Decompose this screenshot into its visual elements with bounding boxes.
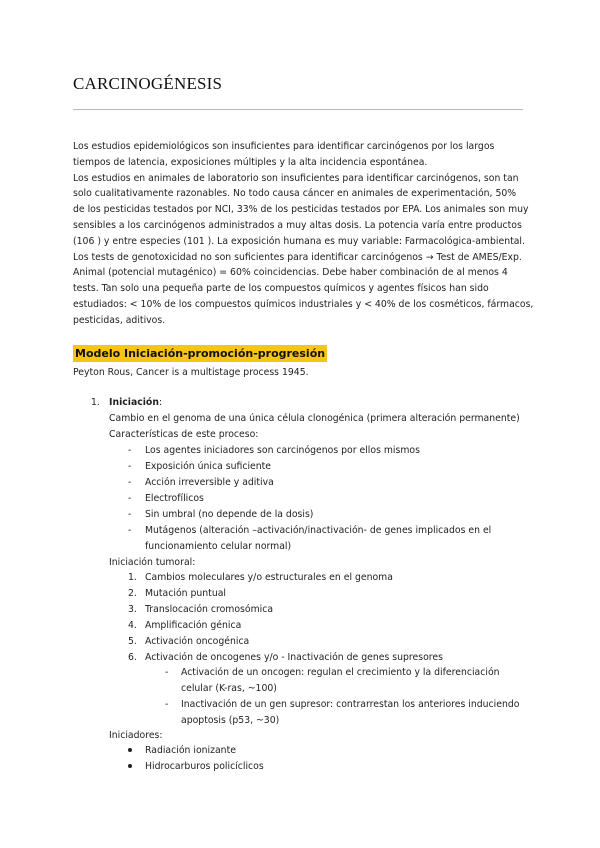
tumoral-item: Activación oncogénica <box>145 636 250 647</box>
dash-marker: - <box>165 667 169 678</box>
characteristic-item: Sin umbral (no depende de la dosis) <box>145 509 314 520</box>
characteristics-title: Características de este proceso: <box>109 429 259 440</box>
intro-line: Los estudios epidemiológicos son insuficientes para identificar carcinógenos por los largos <box>73 141 495 152</box>
list-number: 3. <box>128 604 137 615</box>
sub-item: Inactivación de un gen supresor: contrarrestan los anteriores induciendo <box>181 699 520 710</box>
intro-line: estudiados: < 10% de los compuestos químicos industriales y < 40% de los cosméticos, fármacos, <box>73 298 534 310</box>
intro-line: tiempos de latencia, exposiciones múltiples y la alta incidencia espontánea. <box>73 156 428 168</box>
stage-definition: Cambio en el genoma de una única célula clonogénica (primera alteración permanente) <box>109 413 520 424</box>
dash-marker: - <box>128 477 132 488</box>
dash-marker: - <box>128 509 132 520</box>
intro-paragraph <box>73 139 543 329</box>
tumoral-title: Iniciación tumoral: <box>109 557 196 568</box>
sub-item-continuation: celular (K-ras, ~100) <box>181 683 277 694</box>
intro-line: tests. Tan solo una pequeña parte de los compuestos químicos y agentes físicos han sido <box>73 283 489 295</box>
list-number: 1. <box>91 397 100 408</box>
list-number: 4. <box>128 620 137 631</box>
intro-line: Animal (potencial mutagénico) = 60% coincidencias. Debe haber combinación de al menos 4 <box>73 267 508 279</box>
title-divider <box>73 109 523 110</box>
stage-title <box>109 396 162 409</box>
sub-item: Activación de un oncogen: regulan el crecimiento y la diferenciación <box>181 667 500 678</box>
dash-marker: - <box>128 461 132 472</box>
dash-marker: - <box>128 525 132 536</box>
list-number: 2. <box>128 588 137 599</box>
initiator-item: Hidrocarburos policíclicos <box>145 761 264 772</box>
initiator-item: Radiación ionizante <box>145 745 236 756</box>
citation: Peyton Rous, Cancer is a multistage process 1945. <box>73 367 309 378</box>
characteristic-item-continuation: funcionamiento celular normal) <box>145 541 292 552</box>
list-number: 5. <box>128 636 137 647</box>
tumoral-item: Cambios moleculares y/o estructurales en el genoma <box>145 572 393 583</box>
dash-marker: - <box>128 445 132 456</box>
intro-line: (106 ) y entre especies (101 ). La exposición humana es muy variable: Farmacológica-ambiental. <box>73 235 525 247</box>
tumoral-item: Mutación puntual <box>145 588 226 599</box>
initiators-title: Iniciadores: <box>109 730 163 741</box>
characteristic-item: Exposición única suficiente <box>145 461 272 472</box>
intro-line: sensibles a los carcinógenos administrados a muy altas dosis. La potencia varía entre productos <box>73 219 522 231</box>
intro-line: Los estudios en animales de laboratorio son insuficientes para identificar carcinógenos, son tan <box>73 172 519 184</box>
characteristic-item: Mutágenos (alteración –activación/inactivación- de genes implicados en el <box>145 525 492 536</box>
section-heading: Modelo Iniciación-promoción-progresión <box>75 347 326 360</box>
intro-line: de los pesticidas testados por NCI, 33% de los pesticidas testados por EPA. Los animales son muy <box>73 204 529 216</box>
stage-label-colon: : <box>158 397 163 408</box>
tumoral-item: Translocación cromosómica <box>145 604 274 615</box>
bullet-icon <box>128 748 132 752</box>
dash-marker: - <box>165 699 169 710</box>
dash-marker: - <box>128 493 132 504</box>
tumoral-item: Activación de oncogenes y/o - Inactivación de genes supresores <box>145 652 443 663</box>
list-number: 1. <box>128 572 137 583</box>
sub-item-continuation: apoptosis (p53, ~30) <box>181 715 280 726</box>
characteristic-item: Los agentes iniciadores son carcinógenos por ellos mismos <box>145 445 420 456</box>
page-title: CARCINOGÉNESIS <box>73 74 223 93</box>
list-number: 6. <box>128 652 137 663</box>
tumoral-item: Amplificación génica <box>145 620 242 631</box>
intro-line: pesticidas, aditivos. <box>73 314 166 326</box>
bullet-icon <box>128 764 132 768</box>
intro-line: Los tests de genotoxicidad no son suficientes para identificar carcinógenos → Test de AMES/Exp. <box>73 251 522 263</box>
characteristic-item: Acción irreversible y aditiva <box>145 477 274 488</box>
intro-line: solo cualitativamente razonables. No todo causa cáncer en animales de experimentación, 50% <box>73 188 517 200</box>
characteristic-item: Electrofílicos <box>145 493 204 504</box>
stage-label: Iniciación <box>109 397 159 408</box>
